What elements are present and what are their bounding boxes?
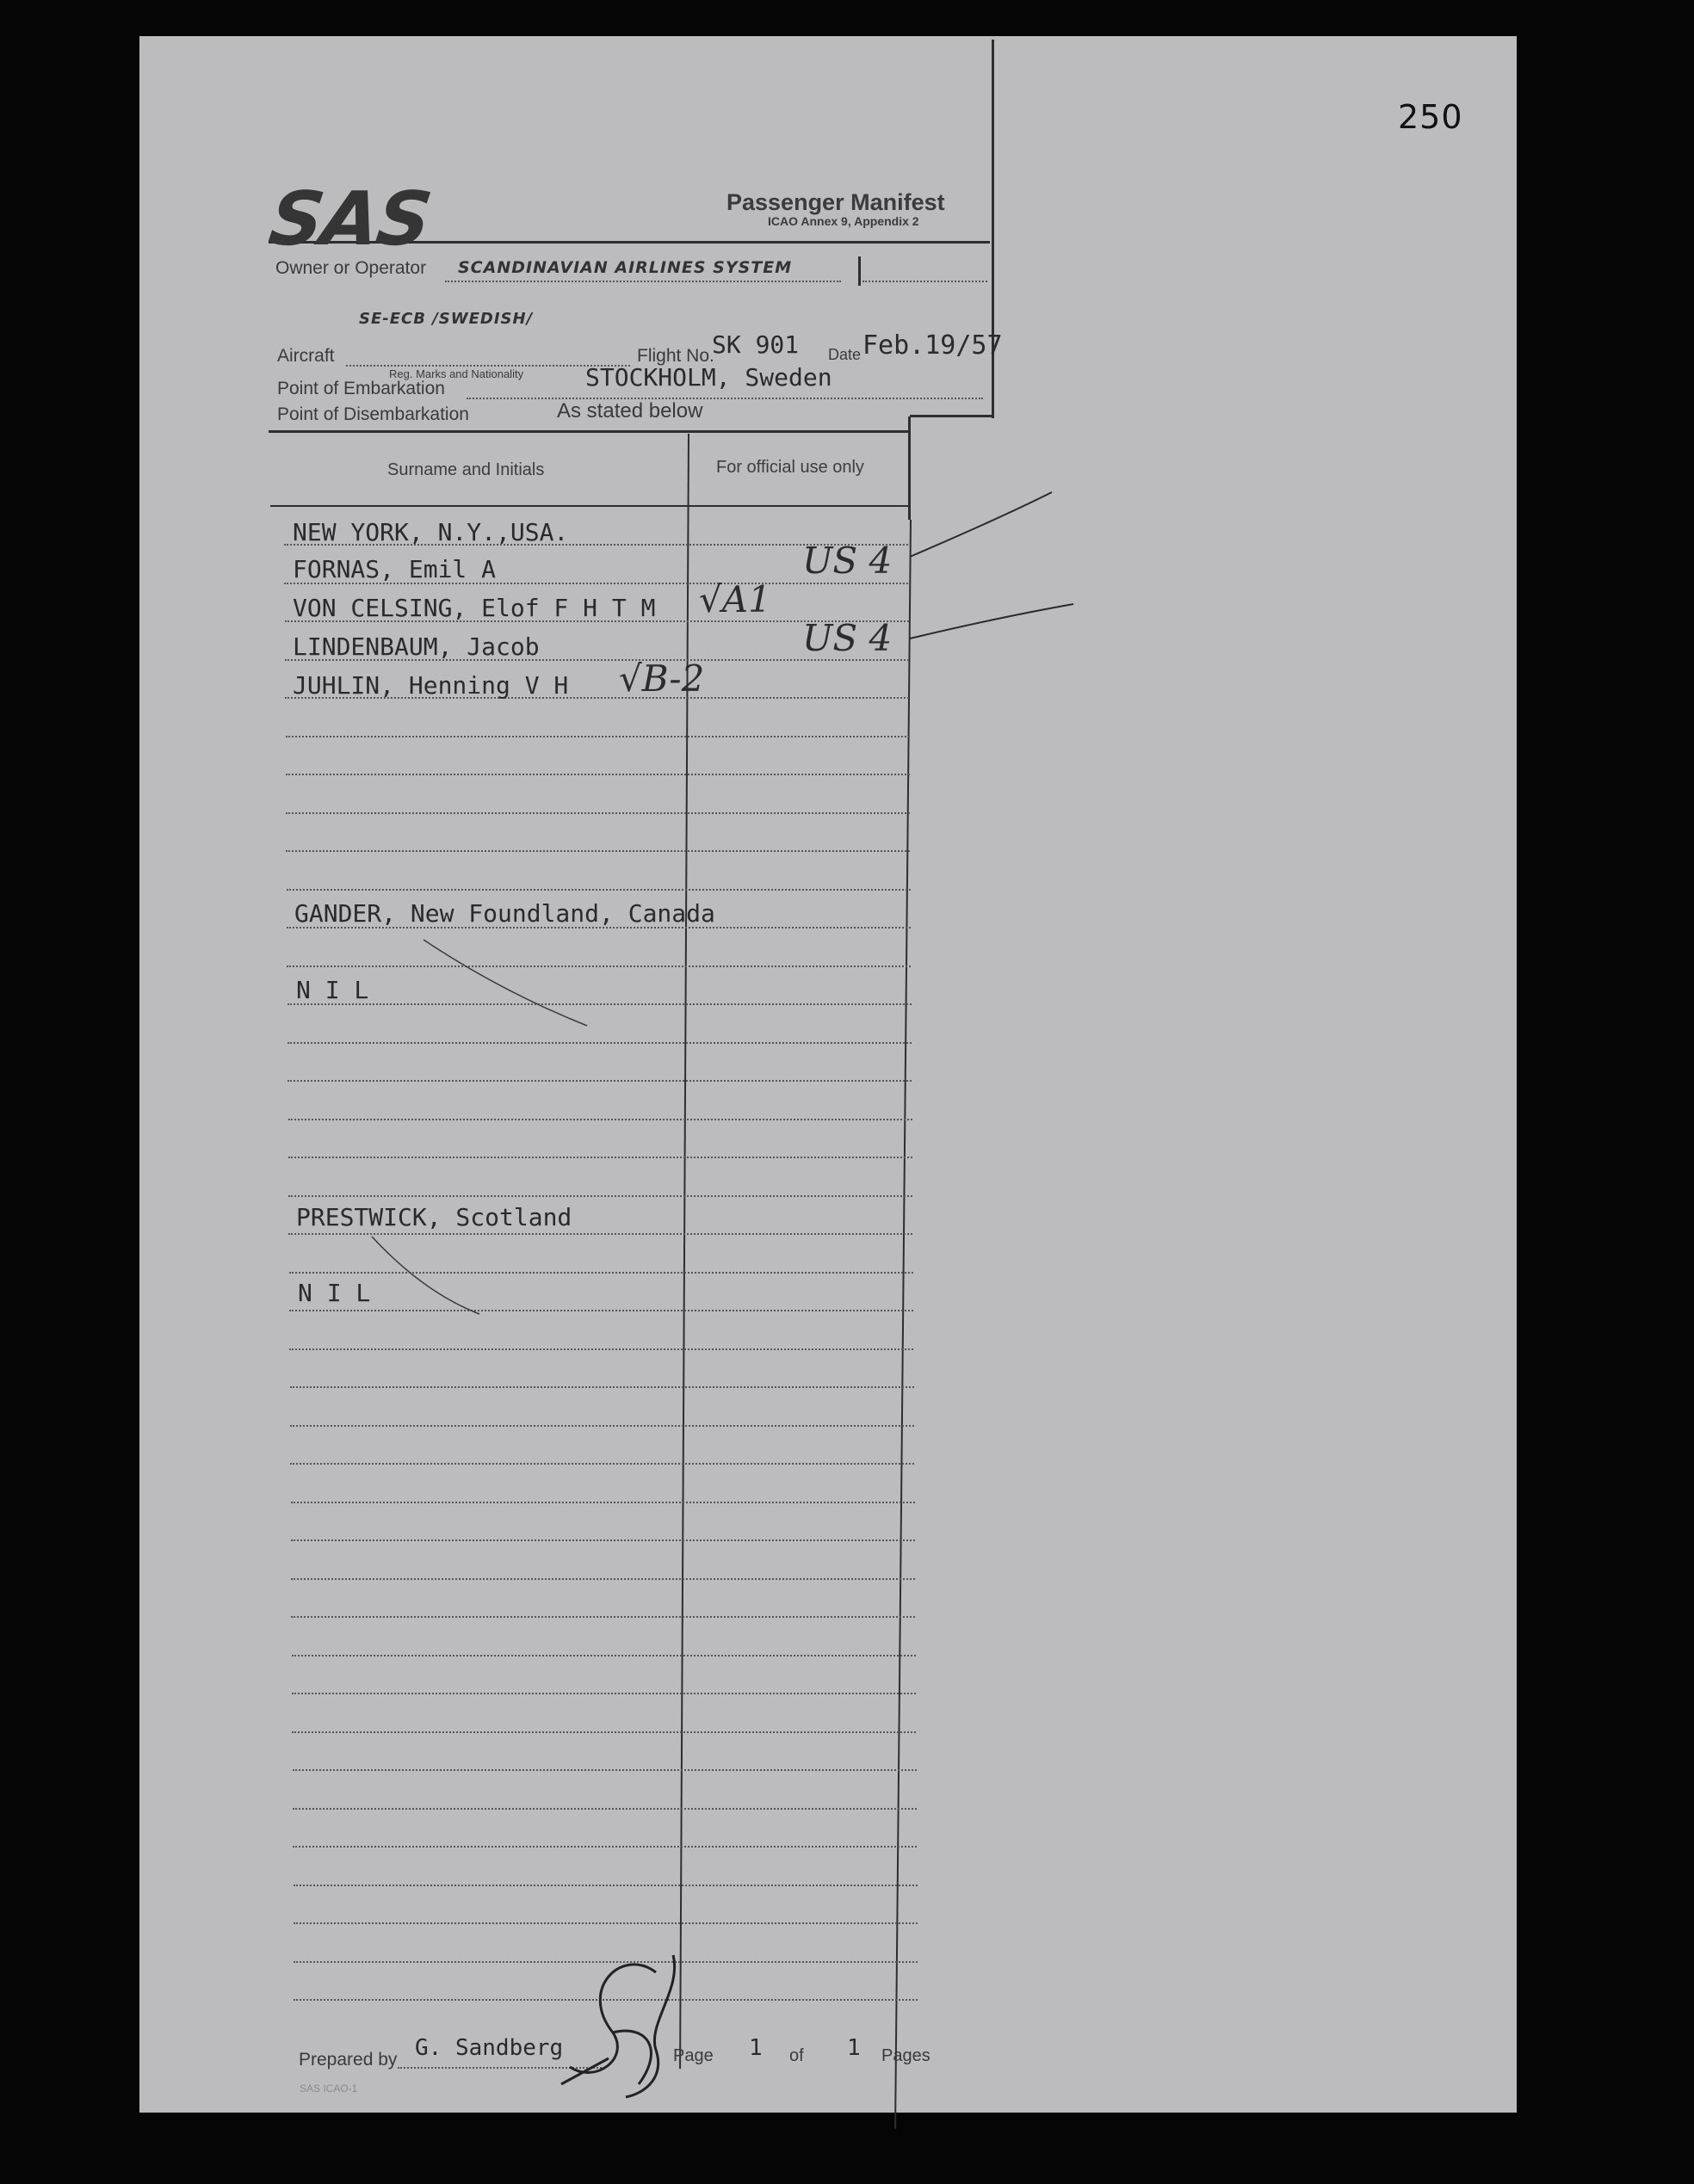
page-value: 1: [749, 2035, 763, 2061]
date-label: Date: [828, 346, 862, 363]
handwritten-strokes: [139, 36, 1517, 2113]
manifest-sheet: [139, 36, 1517, 2113]
aircraft-label: Aircraft: [277, 346, 335, 366]
reg-marks-label: Reg. Marks and Nationality: [389, 367, 524, 380]
destination-new-york: NEW YORK, N.Y.,USA.: [293, 518, 569, 546]
sas-logo: SAS: [263, 176, 436, 262]
column-header-official: For official use only: [716, 458, 864, 477]
passenger-name: JUHLIN, Henning V H: [293, 671, 569, 700]
form-reference: ICAO Annex 9, Appendix 2: [768, 214, 919, 228]
disembarkation-label: Point of Disembarkation: [277, 404, 469, 424]
pen-stroke: [910, 492, 1052, 557]
of-label: of: [789, 2046, 804, 2065]
date-value: Feb.19/57: [862, 330, 1003, 361]
embarkation-value: STOCKHOLM, Sweden: [585, 363, 832, 392]
prepared-value: G. Sandberg: [415, 2035, 564, 2061]
pen-stroke: [910, 604, 1073, 639]
passenger-name: FORNAS, Emil A: [293, 555, 497, 583]
pages-value: 1: [847, 2035, 861, 2061]
page-number: 250: [1398, 98, 1463, 136]
pages-label: Pages: [881, 2046, 930, 2065]
pen-stroke: [424, 940, 587, 1026]
passenger-name: N I L: [298, 1279, 371, 1307]
signature: [544, 1938, 716, 2110]
passenger-name: N I L: [296, 976, 369, 1004]
passenger-name: LINDENBAUM, Jacob: [293, 632, 540, 661]
page-label: Page: [673, 2046, 714, 2065]
destination-prestwick: PRESTWICK, Scotland: [296, 1203, 572, 1231]
owner-label: Owner or Operator: [275, 258, 427, 278]
flight-value: SK 901: [712, 330, 800, 359]
embarkation-label: Point of Embarkation: [277, 379, 445, 398]
form-code: SAS ICAO-1: [300, 2082, 358, 2095]
form-title: Passenger Manifest: [726, 189, 945, 215]
disembarkation-value: As stated below: [557, 399, 703, 423]
prepared-label: Prepared by: [299, 2050, 398, 2070]
official-mark: US 4: [802, 617, 893, 659]
column-header-surname: Surname and Initials: [387, 460, 545, 479]
pen-stroke: [372, 1237, 479, 1314]
destination-gander: GANDER, New Foundland, Canada: [294, 899, 715, 928]
flight-label: Flight No.: [637, 346, 714, 366]
owner-value: SCANDINAVIAN AIRLINES SYSTEM: [458, 258, 793, 277]
official-mark: US 4: [802, 540, 893, 582]
aircraft-value: SE-ECB /SWEDISH/: [359, 310, 534, 328]
official-mark: √A1: [699, 578, 771, 620]
official-mark: √B-2: [619, 657, 705, 700]
passenger-name: VON CELSING, Elof F H T M: [293, 594, 656, 622]
